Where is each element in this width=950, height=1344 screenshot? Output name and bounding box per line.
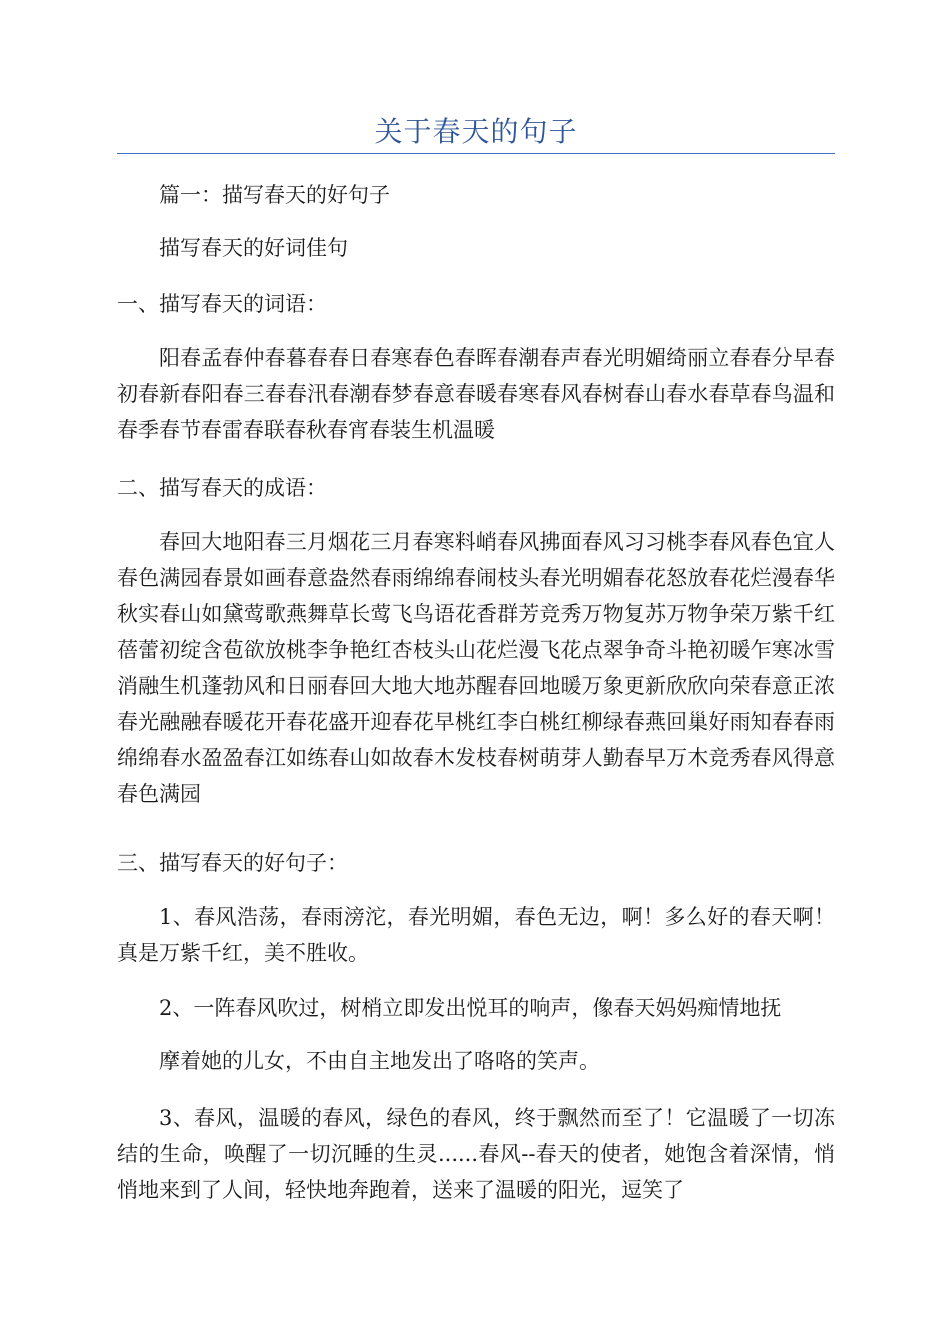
- paragraph-sentence-1: 1、春风浩荡，春雨滂沱，春光明媚，春色无边，啊！多么好的春天啊！真是万紫千红，美不胜收。: [117, 905, 835, 965]
- paragraph-subheading: 描写春天的好词佳句: [159, 236, 348, 260]
- paragraph-heading-idioms: 二、描写春天的成语：: [117, 476, 327, 500]
- paragraph-section-heading: 篇一：描写春天的好句子: [159, 183, 390, 207]
- paragraph-words-list: 阳春孟春仲春暮春春日春寒春色春晖春潮春声春光明媚绮丽立春春分早春初春新春阳春三春春汛春潮春梦春意春暖春寒春风春树春山春水春草春鸟温和春季春节春雷春联春秋春宵春装生机温暖: [117, 346, 835, 442]
- paragraph-sentence-2-continued: 摩着她的儿女，不由自主地发出了咯咯的笑声。: [159, 1049, 600, 1073]
- title-underline: [117, 153, 835, 154]
- paragraph-heading-words: 一、描写春天的词语：: [117, 292, 327, 316]
- paragraph-sentence-2: 2、一阵春风吹过，树梢立即发出悦耳的响声，像春天妈妈痴情地抚: [159, 996, 782, 1020]
- paragraph-heading-sentences: 三、描写春天的好句子：: [117, 851, 348, 875]
- paragraph-sentence-3: 3、春风，温暖的春风，绿色的春风，终于飘然而至了！它温暖了一切冻结的生命，唤醒了一切沉睡的生灵......春风--春天的使者，她饱含着深情，悄悄地来到了人间，轻快地奔跑着，送来了温暖的阳光，逗笑了: [117, 1106, 835, 1202]
- page-title: 关于春天的句子: [374, 115, 578, 148]
- paragraph-idioms-list: 春回大地阳春三月烟花三月春寒料峭春风拂面春风习习桃李春风春色宜人春色满园春景如画春意盎然春雨绵绵春闹枝头春光明媚春花怒放春花烂漫春华秋实春山如黛莺歌燕舞草长莺飞鸟语花香群芳竞秀万物复苏万物争荣万紫千红蓓蕾初绽含苞欲放桃李争艳红杏枝头山花烂漫飞花点翠争奇斗艳初暖乍寒冰雪消融生机蓬勃风和日丽春回大地大地苏醒春回地暖万象更新欣欣向荣春意正浓春光融融春暖花开春花盛开迎春花早桃红李白桃红柳绿春燕回巢好雨知春春雨绵绵春水盈盈春江如练春山如故春木发枝春树萌芽人勤春早万木竞秀春风得意春色满园: [117, 530, 835, 806]
